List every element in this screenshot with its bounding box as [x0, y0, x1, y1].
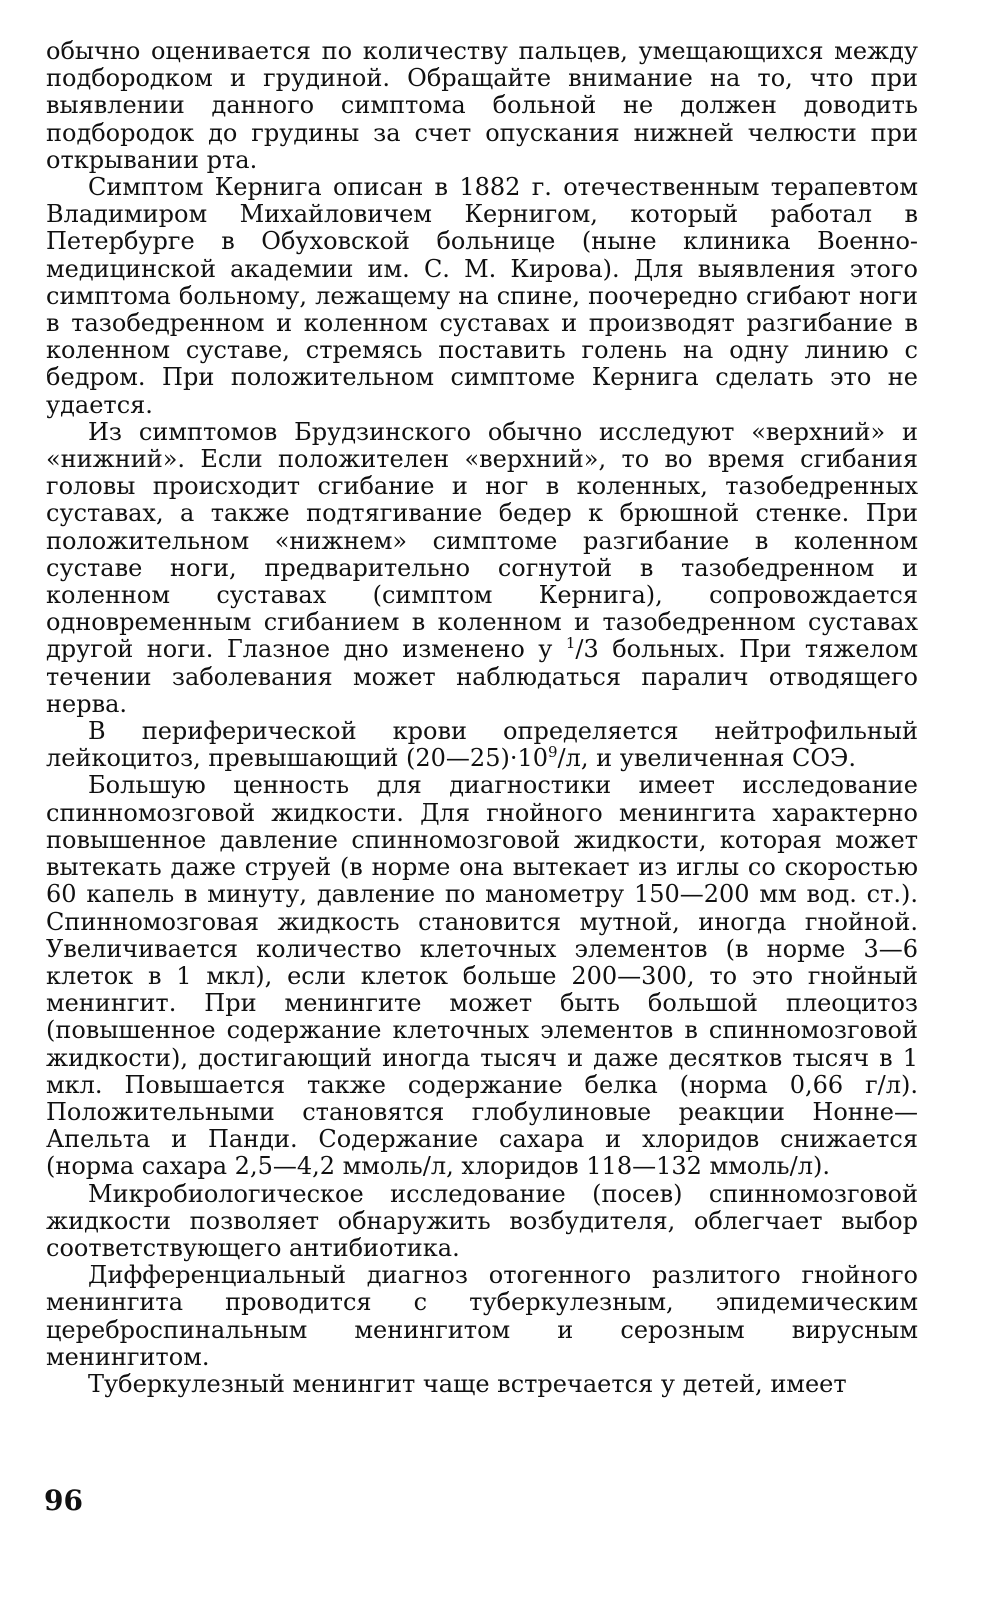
- paragraph-csf-diagnostics: Большую ценность для диагностики имеет исследование спинномозговой жидкости. Для гнойного менингита характерно повышенное давление спинномозговой жидкости, которая может вытекать даже струей (в норме она вытекает из иглы со скоростью 60 капель в минуту, давление по манометру 150—200 мм вод. ст.). Спинномозговая жидкость становится мутной, иногда гнойной. Увеличивается количество клеточных элементов (в норме 3—6 клеток в 1 мкл), если клеток больше 200—300, то это гнойный менингит. При менингите может быть большой плеоцитоз (повышенное содержание клеточных элементов в спинномозговой жидкости), достигающий иногда тысяч и даже десятков тысяч в 1 мкл. Повышается также содержание белка (норма 0,66 г/л). Положительными становятся глобулиновые реакции Нонне—Апельта и Панди. Содержание сахара и хлоридов снижается (норма сахара 2,5—4,2 ммоль/л, хлоридов 118—132 ммоль/л).: [46, 771, 918, 1181]
- page-number: 96: [44, 1484, 83, 1517]
- paragraph-brudzinski-text-b: /3 больных. При тяжелом течении заболевания может наблюдаться паралич отводящего нерва.: [46, 635, 918, 718]
- paragraph-microbiology: Микробиологическое исследование (посев) спинномозговой жидкости позволяет обнаружить возбудителя, облегчает выбор соответствующего антибиотика.: [46, 1179, 918, 1262]
- paragraph-differential-diagnosis: Дифференциальный диагноз отогенного разлитого гнойного менингита проводится с туберкулезным, эпидемическим цереброспинальным менингитом и серозным вирусным менингитом.: [46, 1261, 918, 1371]
- paragraph-brudzinski-text-a: Из симптомов Брудзинского обычно исследуют «верхний» и «нижний». Если положителен «верхний», то во время сгибания головы происходит сгибание и ног в коленных, тазобедренных суставах, а также подтягивание бедер к брюшной стенке. При положительном «нижнем» симптоме разгибание в коленном суставе ноги, предварительно согнутой в тазобедренном и коленном суставах (симптом Кернига), сопровождается одновременным сгибанием в коленном и тазобедренном суставах другой ноги. Глазное дно изменено у: [46, 417, 918, 664]
- paragraph-tuberculous-meningitis: Туберкулезный менингит чаще встречается у детей, имеет: [88, 1369, 847, 1398]
- paragraph-peripheral-blood: [46, 718, 918, 772]
- paragraph-blood-text-b: /л, и увеличенная СОЭ.: [557, 744, 857, 773]
- paragraph-blood-text-a: В периферической крови определяется нейтрофильный лейкоцитоз, превышающий (20—25)·10: [46, 717, 918, 773]
- fraction-numerator: 1: [565, 634, 576, 653]
- paragraph-kernig-symptom: Симптом Кернига описан в 1882 г. отечественным терапевтом Владимиром Михайловичем Кернигом, который работал в Петербурге в Обуховской больнице (ныне клиника Военно-медицинской академии им. С. М. Кирова). Для выявления этого симптома больному, лежащему на спине, поочередно сгибают ноги в тазобедренном и коленном суставах и производят разгибание в коленном суставе, стремясь поставить голень на одну линию с бедром. При положительном симптоме Кернига сделать это не удается.: [46, 173, 918, 419]
- paragraph-meningism-continued: обычно оценивается по количеству пальцев, умещающихся между подбородком и грудиной. Обращайте внимание на то, что при выявлении данного симптома больной не должен доводить подбородок до грудины за счет опускания нижней челюсти при открывании рта.: [46, 37, 918, 174]
- page-body: [46, 38, 918, 1398]
- paragraph-brudzinski-symptoms: [46, 419, 918, 718]
- exponent: 9: [548, 743, 558, 762]
